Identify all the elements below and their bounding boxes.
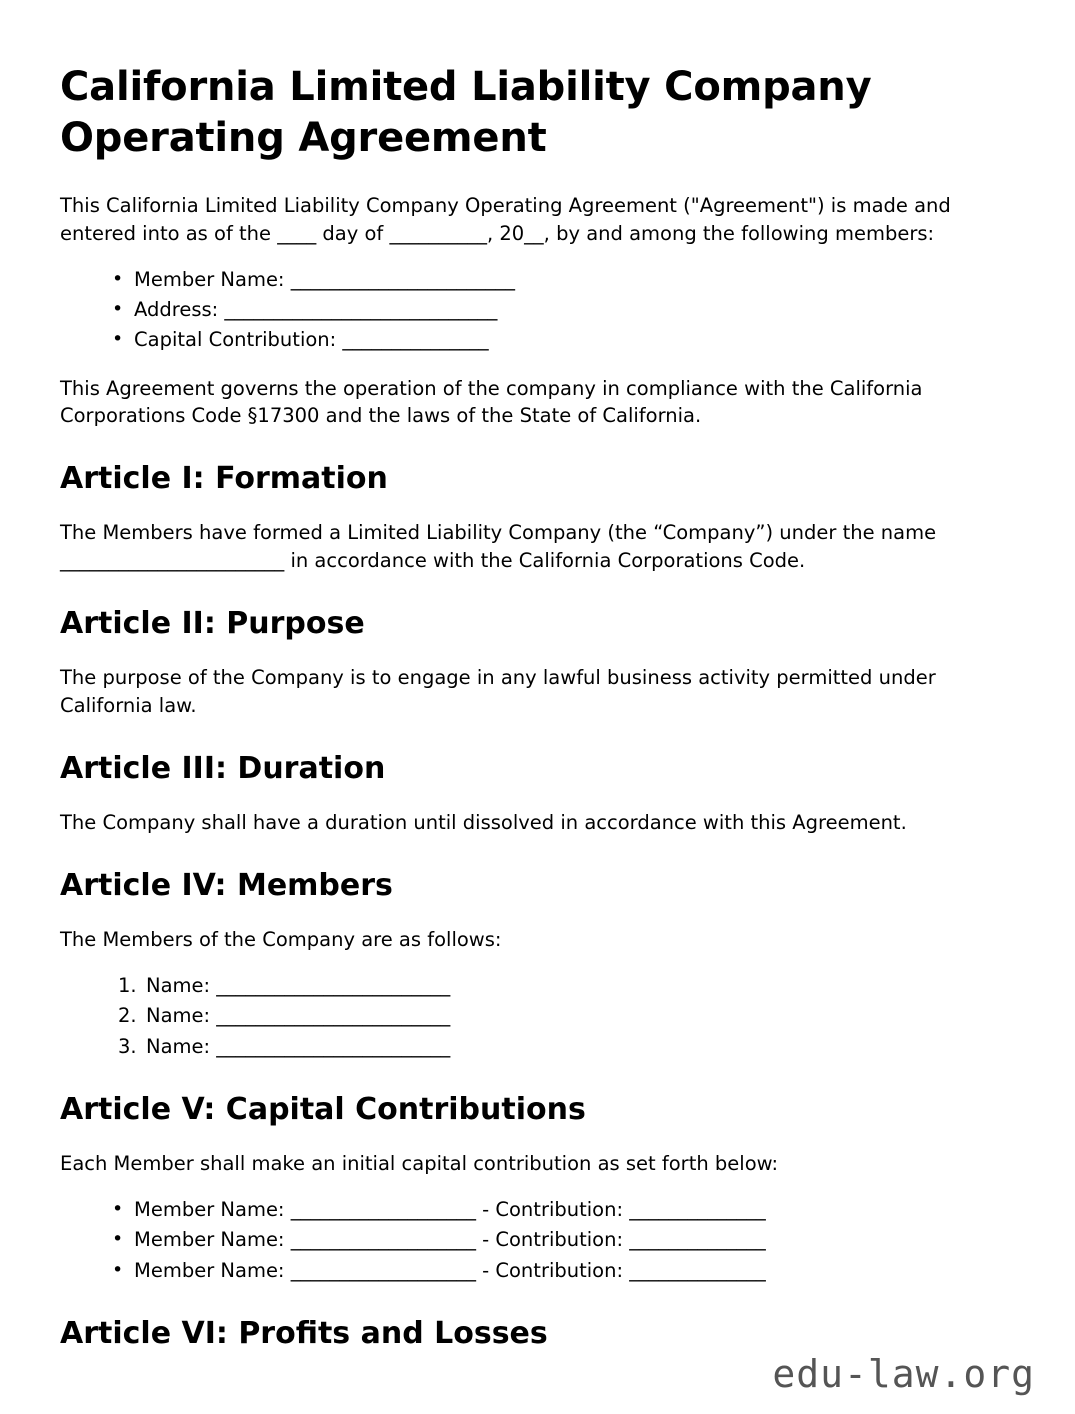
article-heading-purpose: Article II: Purpose — [60, 605, 365, 641]
capital-contribution-list — [60, 1196, 1015, 1285]
article-heading-duration: Article III: Duration — [60, 750, 386, 786]
list-item: Name: ________________________ — [146, 1004, 451, 1028]
article-body-capital-contributions: Each Member shall make an initial capital contribution as set forth below: — [60, 1152, 779, 1176]
watermark: edu-law.org — [772, 1352, 1035, 1397]
list-item: • Address: ____________________________ — [134, 296, 1015, 324]
article-body-purpose: The purpose of the Company is to engage in any lawful business activity permitted under California law. — [60, 666, 936, 717]
article-heading-capital-contributions: Article V: Capital Contributions — [60, 1091, 586, 1127]
article-body-formation: The Members have formed a Limited Liability Company (the “Company”) under the name _______________________ in accordance with the California Corporations Code. — [60, 521, 937, 573]
list-item: • Member Name: ___________________ - Contribution: ______________ — [134, 1196, 1015, 1224]
governing-law-paragraph: This Agreement governs the operation of the company in compliance with the California Corporations Code §17300 and the laws of the State of California. — [60, 376, 923, 428]
member-info-list — [60, 266, 1015, 355]
article-heading-members: Article IV: Members — [60, 867, 393, 903]
article-heading-profits-and-losses: Article VI: Profits and Losses — [60, 1315, 548, 1351]
list-item: • Member Name: _______________________ — [134, 266, 1015, 294]
article-body-duration: The Company shall have a duration until dissolved in accordance with this Agreement. — [60, 811, 907, 835]
page-title: California Limited Liability Company Operating Agreement — [60, 64, 872, 162]
list-item: • Member Name: ___________________ - Contribution: ______________ — [134, 1257, 1015, 1285]
intro-paragraph: This California Limited Liability Company Operating Agreement ("Agreement") is made and entered into as of the ____ day of __________, 20__, by and among the following members: — [60, 194, 951, 246]
article-heading-formation: Article I: Formation — [60, 460, 388, 496]
list-item: • Member Name: ___________________ - Contribution: ______________ — [134, 1226, 1015, 1254]
list-item: Name: ________________________ — [146, 974, 451, 998]
article-body-members: The Members of the Company are as follows: — [60, 928, 502, 952]
members-name-list — [60, 972, 1015, 1061]
list-item: • Capital Contribution: _______________ — [134, 326, 1015, 354]
list-item: Name: ________________________ — [146, 1034, 451, 1058]
